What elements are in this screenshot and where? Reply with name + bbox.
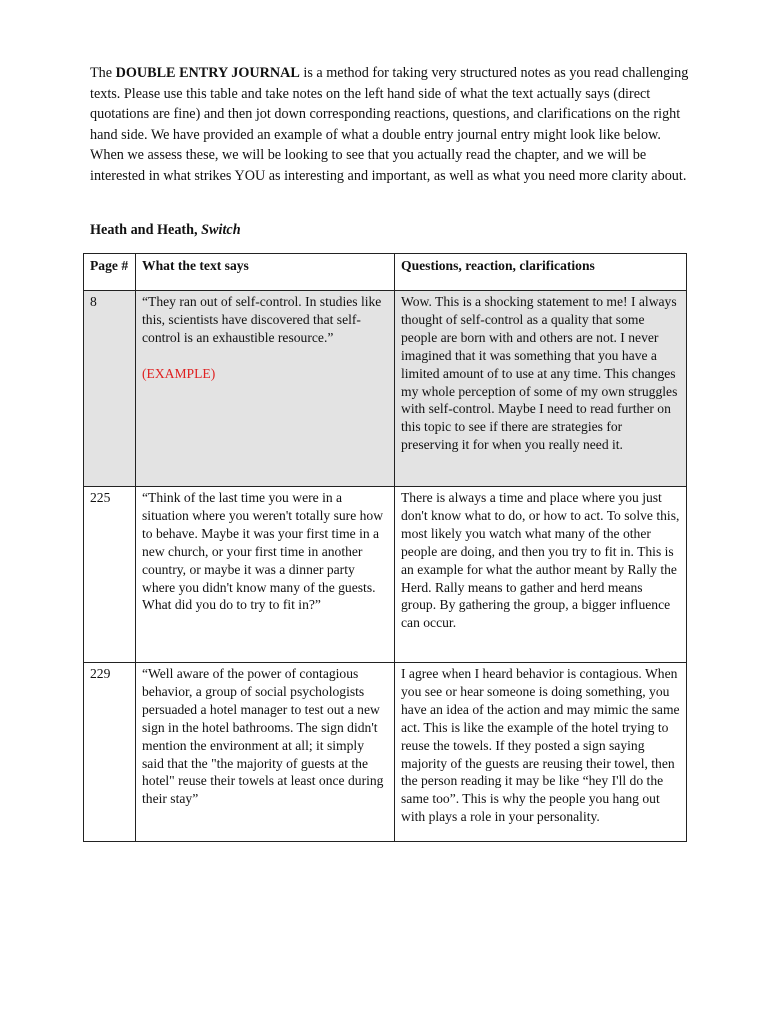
source-authors: Heath and Heath, xyxy=(90,222,202,238)
source-citation xyxy=(90,220,241,240)
header-text-says: What the text says xyxy=(136,254,395,291)
double-entry-table xyxy=(83,253,687,842)
page-number-cell: 225 xyxy=(84,487,136,663)
page-number-cell: 8 xyxy=(84,291,136,487)
intro-lead: The xyxy=(90,65,116,81)
instructions-paragraph xyxy=(90,63,690,187)
response-cell: There is always a time and place where you just don't know what to do, or how to act. To solve this, most likely you watch what many of the other people are doing, and then you try to fit in. This is an example for what the author meant by Rally the Herd. Rally means to gather and herd means group. By gathering the group, a bigger influence can occur. xyxy=(395,487,687,663)
response-cell: Wow. This is a shocking statement to me! I always thought of self-control as a quality that some people are born with and others are not. I never imagined that it was something that you have a limited amount of to use at any time. This changes my whole perception of some of my own struggles with self-control. Maybe I need to read further on this topic to see if there are strategies for preserving it for when you really need it. xyxy=(395,291,687,487)
response-cell: I agree when I heard behavior is contagious. When you see or hear someone is doing something, you have an idea of the action and may mimic the same act. This is like the example of the hotel trying to reuse the towels. If they posted a sign saying majority of the guests are reusing their towel, then the person reading it may be like “hey I'll do the same too”. This is why the people you hang out with plays a role in your personality. xyxy=(395,663,687,842)
quote-cell xyxy=(136,291,395,487)
quote-cell: “Well aware of the power of contagious behavior, a group of social psychologists persuaded a hotel manager to test out a new sign in the hotel bathrooms. The sign didn't mention the environment at all; it simply said that the "the majority of guests at the hotel" reuse their towels at least once during their stay” xyxy=(136,663,395,842)
quote-cell: “Think of the last time you were in a situation where you weren't totally sure how to behave. Maybe it was your first time in a new church, or your first time in another country, or maybe it was a dinner party where you didn't know many of the guests. What did you do to try to fit in?” xyxy=(136,487,395,663)
header-response: Questions, reaction, clarifications xyxy=(395,254,687,291)
example-tag: (EXAMPLE) xyxy=(142,365,216,381)
table-row xyxy=(84,291,687,487)
intro-body: is a method for taking very structured notes as you read challenging texts. Please use this table and take notes on the left hand side of what the text actually says (direct quotations are fine) and then jot down corresponding reactions, questions, and clarifications on the right hand side. We have provided an example of what a double entry journal entry might look like below. When we assess these, we will be looking to see that you actually read the chapter, and we will be interested in what strikes YOU as interesting and important, as well as what you need more clarity about. xyxy=(90,65,689,184)
journal-term: DOUBLE ENTRY JOURNAL xyxy=(115,65,300,81)
table-row xyxy=(84,487,687,663)
source-title: Switch xyxy=(201,222,241,238)
table-row xyxy=(84,663,687,842)
table-header-row xyxy=(84,254,687,291)
page-number-cell: 229 xyxy=(84,663,136,842)
quote-text: “They ran out of self-control. In studies like this, scientists have discovered that self-control is an exhaustible resource.” xyxy=(142,294,382,345)
header-page: Page # xyxy=(84,254,136,291)
